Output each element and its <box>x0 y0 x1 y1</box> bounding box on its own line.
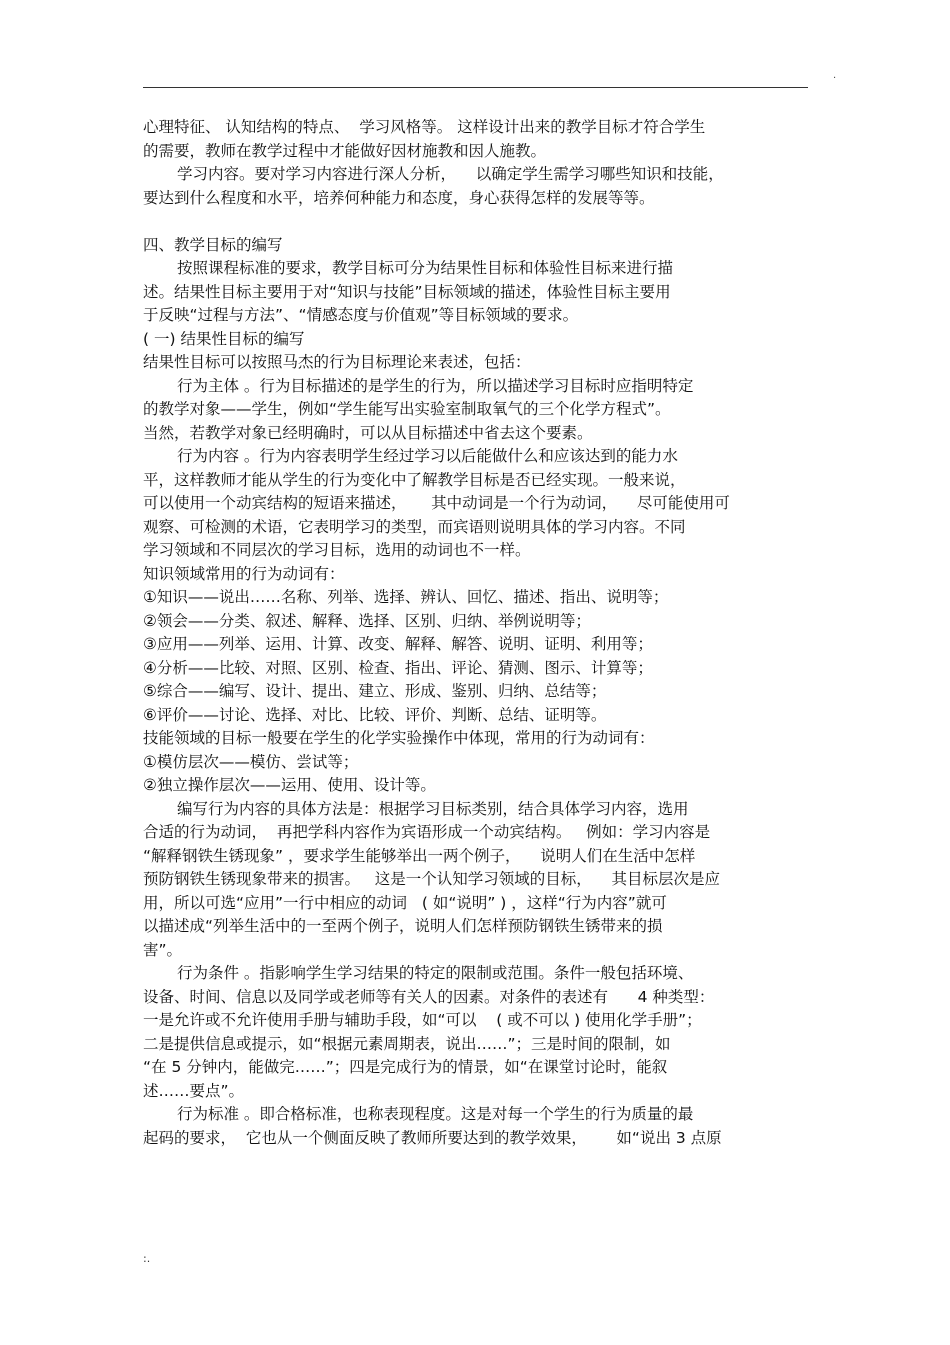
text-line: 结果性目标可以按照马杰的行为目标理论来表述，包括： <box>143 353 531 371</box>
text-line: 二是提供信息或提示，如“根据元素周期表，说出……”；三是时间的限制，如 <box>143 1034 671 1053</box>
text-line: 心理特征、 认知结构的特点、 学习风格等。 这样设计出来的教学目标才符合学生 <box>143 118 706 136</box>
text-line: 可以使用一个动宾结构的短语来描述， 其中动词是一个行为动词， 尽可能使用可 <box>143 494 730 512</box>
text-line: 合适的行为动词， 再把学科内容作为宾语形成一个动宾结构。 例如：学习内容是 <box>143 823 711 841</box>
text-line: 当然，若教学对象已经明确时，可以从目标描述中省去这个要素。 <box>143 423 593 442</box>
text-line: ②独立操作层次——运用、使用、设计等。 <box>143 776 436 794</box>
text-line: 行为条件 。指影响学生学习结果的特定的限制或范围。条件一般包括环境、 <box>177 964 694 982</box>
text-line: 于反映“过程与方法”、“情感态度与价值观”等目标领域的要求。 <box>143 306 579 324</box>
text-line: “解释钢铁生锈现象” ，要求学生能够举出一两个例子， 说明人们在生活中怎样 <box>143 846 696 865</box>
text-line: ③应用——列举、运用、计算、改变、解释、解答、说明、证明、利用等； <box>143 635 653 653</box>
text-line: ⑤综合——编写、设计、提出、建立、形成、鉴别、归纳、总结等； <box>143 682 607 700</box>
text-line: 四、教学目标的编写 <box>143 235 283 254</box>
text-line: ( 一) 结果性目标的编写 <box>143 329 305 348</box>
text-line: 的需要，教师在教学过程中才能做好因材施教和因人施教。 <box>143 141 547 160</box>
text-line: 述。结果性目标主要用于对“知识与技能”目标领域的描述，体验性目标主要用 <box>143 282 671 301</box>
text-line: 要达到什么程度和水平，培养何种能力和态度，身心获得怎样的发展等等。 <box>143 188 655 207</box>
text-line: 设备、时间、信息以及同学或老师等有关人的因素。对条件的表述有 4 种类型： <box>143 987 715 1006</box>
text-line: 用，所以可选“应用”一行中相应的动词 ( 如“说明” ) ，这样“行为内容”就可 <box>143 893 667 912</box>
text-line: 平，这样教师才能从学生的行为变化中了解教学目标是否已经实现。一般来说， <box>143 470 686 489</box>
text-line: 编写行为内容的具体方法是：根据学习目标类别，结合具体学习内容，选用 <box>177 799 689 818</box>
text-line: ⑥评价——讨论、选择、对比、比较、评价、判断、总结、证明等。 <box>143 705 607 724</box>
header-mark: . <box>833 70 837 81</box>
text-line: 一是允许或不允许使用手册与辅助手段，如“可以 ( 或不可以 ) 使用化学手册”； <box>143 1011 702 1029</box>
text-line: 技能领域的目标一般要在学生的化学实验操作中体现，常用的行为动词有： <box>143 729 655 747</box>
text-line: ④分析——比较、对照、区别、检查、指出、评论、猜测、图示、计算等； <box>143 658 653 677</box>
text-line: 学习内容。要对学习内容进行深人分析， 以确定学生需学习哪些知识和技能， <box>177 165 724 183</box>
text-line: 述……要点”。 <box>143 1081 245 1100</box>
text-line: 以描述成“列举生活中的一至两个例子，说明人们怎样预防钢铁生锈带来的损 <box>143 917 663 935</box>
text-line: 学习领域和不同层次的学习目标，选用的动词也不一样。 <box>143 541 531 559</box>
text-line: 行为标准 。即合格标准，也称表现程度。这是对每一个学生的行为质量的最 <box>177 1105 694 1123</box>
text-line: 害”。 <box>143 940 183 959</box>
text-line: 按照课程标准的要求，教学目标可分为结果性目标和体验性目标来进行描 <box>177 259 674 277</box>
text-line: ②领会——分类、叙述、解释、选择、区别、归纳、举例说明等； <box>143 611 591 630</box>
text-line: 观察、可检测的术语，它表明学习的类型，而宾语则说明具体的学习内容。不同 <box>143 517 686 536</box>
document-body <box>143 116 813 1150</box>
text-line: “在 5 分钟内，能做完……”；四是完成行为的情景，如“在课堂讨论时，能叙 <box>143 1058 668 1076</box>
text-line: 行为内容 。行为内容表明学生经过学习以后能做什么和应该达到的能力水 <box>177 447 678 465</box>
text-line: ①模仿层次——模仿、尝试等； <box>143 752 359 771</box>
footer-mark: :. <box>143 1252 151 1265</box>
text-line: 知识领域常用的行为动词有： <box>143 564 345 583</box>
header-rule <box>143 87 808 88</box>
text-line: 起码的要求， 它也从一个侧面反映了教师所要达到的教学效果， 如“说出 3 点原 <box>143 1128 722 1147</box>
text-line: 预防钢铁生锈现象带来的损害。 这是一个认知学习领域的目标， 其目标层次是应 <box>143 870 720 888</box>
text-line: 的教学对象——学生，例如“学生能写出实验室制取氧气的三个化学方程式”。 <box>143 400 671 418</box>
text-line: ①知识——说出……名称、列举、选择、辨认、回忆、描述、指出、说明等； <box>143 588 669 606</box>
text-line: 行为主体 。行为目标描述的是学生的行为，所以描述学习目标时应指明特定 <box>177 376 694 395</box>
